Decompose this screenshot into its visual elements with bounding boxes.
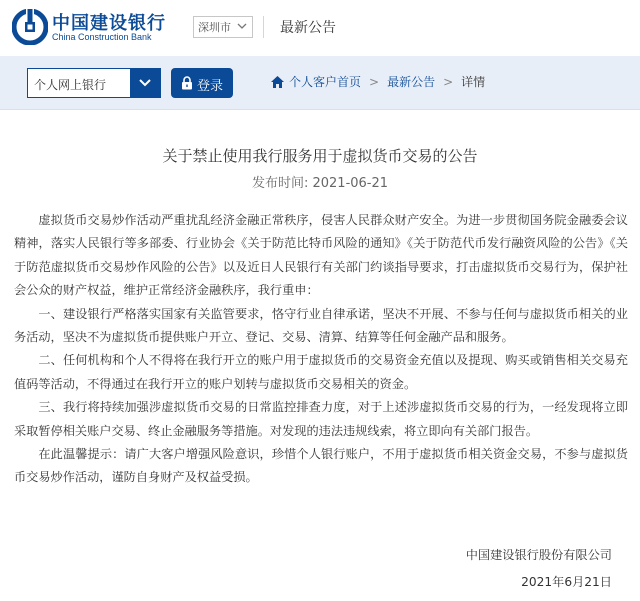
city-select-value: 深圳市	[198, 21, 231, 34]
signature-date: 2021年6月21日	[521, 575, 612, 589]
signature-org: 中国建设银行股份有限公司	[465, 548, 612, 562]
bank-type-select[interactable]	[27, 68, 161, 98]
bank-type-select-value: 个人网上银行	[34, 78, 107, 92]
breadcrumb-personal-home[interactable]: 个人客户首页	[289, 75, 362, 89]
article-paragraph: 二、任何机构和个人不得将在我行开立的账户用于虚拟货币的交易资金充值以及提现、购买或销售相关交易充值码等活动，不得通过在我行开立的账户划转与虚拟货币交易相关的资金。	[14, 353, 628, 391]
lock-icon	[181, 76, 193, 90]
nav-bar	[0, 56, 640, 110]
breadcrumb	[270, 73, 485, 90]
breadcrumb-separator: >	[369, 74, 380, 89]
breadcrumb-separator: >	[443, 74, 454, 89]
ccb-logo-icon[interactable]	[12, 9, 48, 45]
breadcrumb-announcements[interactable]: 最新公告	[387, 75, 436, 89]
article-paragraph: 在此温馨提示：请广大客户增强风险意识，珍惜个人银行账户，不用于虚拟货币相关资金交易，不参与虚拟货币交易炒作活动，谨防自身财产及权益受损。	[14, 447, 628, 485]
article-paragraph: 虚拟货币交易炒作活动严重扰乱经济金融正常秩序，侵害人民群众财产安全。为进一步贯彻国务院金融委会议精神，落实人民银行等多部委、行业协会《关于防范比特币风险的通知》《关于防范代币发行融资风险的公告》《关于防范虚拟货币交易炒作风险的公告》以及近日人民银行有关部门约谈指导要求，打击虚拟货币交易行为，保护社会公众的财产权益，维护正常经济金融秩序，我行重申：	[14, 213, 628, 298]
chevron-down-icon	[138, 77, 152, 89]
bank-type-dropdown-button[interactable]	[130, 69, 160, 97]
article-paragraph: 一、建设银行严格落实国家有关监管要求，恪守行业自律承诺，坚决不开展、不参与任何与虚拟货币相关的业务活动，坚决不为虚拟货币提供账户开立、登记、交易、清算、结算等任何金融产品和服务。	[14, 306, 628, 345]
article-paragraph: 三、我行将持续加强涉虚拟货币交易的日常监控排查力度，对于上述涉虚拟货币交易的行为，一经发现将立即采取暂停相关账户交易、终止金融服务等措施。对发现的违法违规线索，将立即向有关部门报告。	[14, 400, 628, 438]
home-icon[interactable]	[270, 75, 285, 89]
brand-name-en[interactable]: China Construction Bank	[52, 32, 152, 42]
login-button-label: 登录	[197, 79, 224, 94]
article-title: 关于禁止使用我行服务用于虚拟货币交易的公告	[162, 147, 478, 165]
article-body	[14, 209, 628, 490]
page-label: 最新公告	[280, 20, 336, 36]
brand-name-cn[interactable]: 中国建设银行	[52, 13, 166, 34]
header-divider	[263, 16, 264, 38]
login-button[interactable]	[171, 68, 233, 98]
chevron-down-icon	[236, 20, 248, 32]
city-select[interactable]	[193, 16, 253, 38]
site-header	[0, 0, 640, 56]
article-date: 发布时间: 2021-06-21	[251, 176, 389, 191]
breadcrumb-detail: 详情	[461, 75, 486, 89]
